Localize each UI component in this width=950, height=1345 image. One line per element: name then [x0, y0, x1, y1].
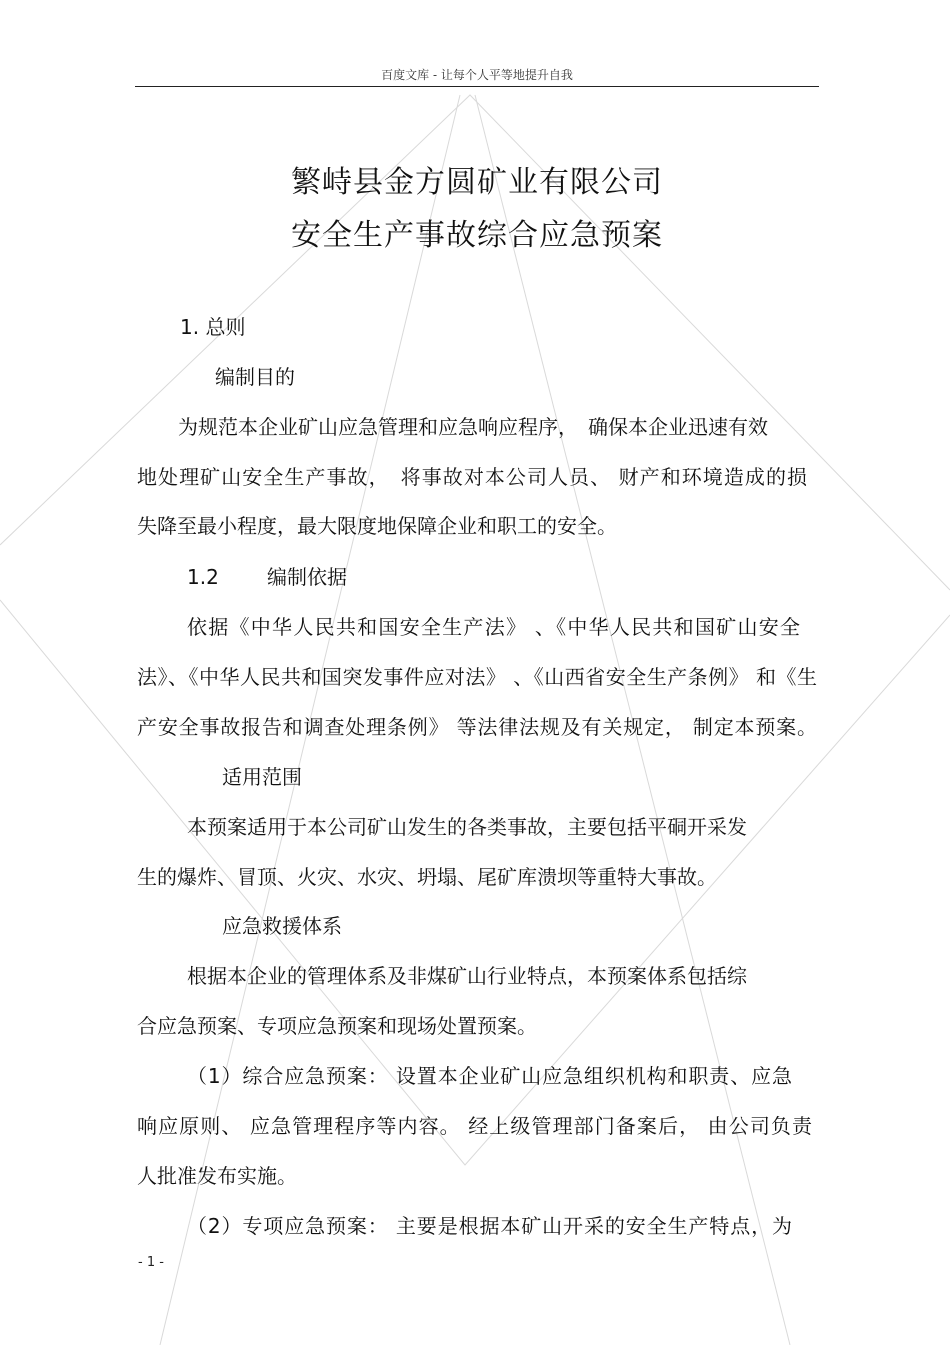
- heading-scope: 适用范围: [222, 765, 302, 789]
- page-number: - 1 -: [138, 1255, 164, 1270]
- paragraph-line: 生的爆炸、冒顶、火灾、水灾、坍塌、尾矿库溃坝等重特大事故。: [137, 865, 717, 889]
- paragraph-line: 人批准发布实施。: [137, 1164, 297, 1188]
- paragraph-line: 本预案适用于本公司矿山发生的各类事故，主要包括平硐开采发: [187, 815, 747, 839]
- heading-rescue-system: 应急救援体系: [222, 914, 342, 938]
- paragraph-line: 产安全事故报告和调查处理条例》 等法律法规及有关规定， 制定本预案。: [137, 715, 817, 739]
- paragraph-line: 为规范本企业矿山应急管理和应急响应程序， 确保本企业迅速有效: [178, 415, 768, 439]
- paragraph-line: （1）综合应急预案： 设置本企业矿山应急组织机构和职责、应急: [187, 1064, 792, 1088]
- paragraph-line: 失降至最小程度，最大限度地保障企业和职工的安全。: [137, 514, 617, 538]
- header-rule: [135, 86, 819, 87]
- section-heading-general: 1. 总则: [180, 315, 246, 339]
- document-title-plan: 安全生产事故综合应急预案: [291, 218, 663, 253]
- paragraph-line: 响应原则、 应急管理程序等内容。 经上级管理部门备案后， 由公司负责: [137, 1114, 812, 1138]
- paragraph-line: 法》、《中华人民共和国突发事件应对法》 、《山西省安全生产条例》 和《生: [137, 665, 817, 689]
- paragraph-line: 依据《中华人民共和国安全生产法》 、《中华人民共和国矿山安全: [187, 615, 800, 639]
- paragraph-line: （2）专项应急预案： 主要是根据本矿山开采的安全生产特点，为: [187, 1214, 792, 1238]
- document-title-company: 繁峙县金方圆矿业有限公司: [291, 165, 663, 200]
- heading-purpose: 编制目的: [215, 365, 295, 389]
- paragraph-line: 地处理矿山安全生产事故， 将事故对本公司人员、 财产和环境造成的损: [137, 465, 807, 489]
- heading-basis: 编制依据: [267, 565, 347, 589]
- paragraph-line: 合应急预案、专项应急预案和现场处置预案。: [137, 1014, 537, 1038]
- paragraph-line: 根据本企业的管理体系及非煤矿山行业特点，本预案体系包括综: [187, 964, 747, 988]
- heading-basis-number: 1.2: [187, 565, 219, 589]
- page-header: 百度文库 - 让每个人平等地提升自我: [381, 68, 573, 82]
